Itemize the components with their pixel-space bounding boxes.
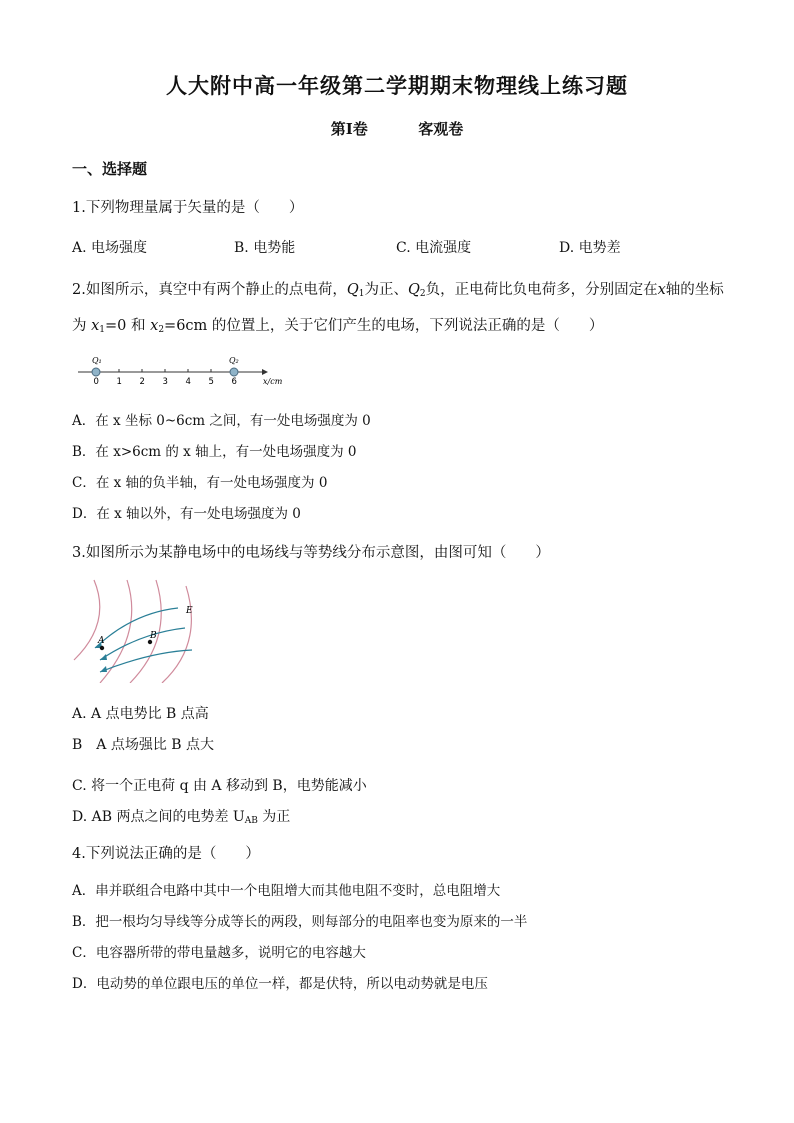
question-4-option-c: C．电容器所带的带电量越多，说明它的电容越大 [72, 945, 366, 961]
charge-q2-label: Q₂ [229, 356, 239, 365]
question-2-option-b: B．在 x>6cm 的 x 轴上，有一处电场强度为 0 [72, 444, 357, 460]
question-4-option-a: A．串并联组合电路中其中一个电阻增大而其他电阻不变时，总电阻增大 [72, 883, 501, 899]
question-2-option-a: A．在 x 坐标 0~6cm 之间，有一处电场强度为 0 [72, 413, 371, 429]
question-1-option-d: D. 电势差 [559, 240, 621, 256]
question-3-option-c: C. 将一个正电荷 q 由 A 移动到 B，电势能减小 [72, 778, 367, 794]
part-name: 客观卷 [418, 120, 464, 138]
label-e: E [186, 606, 193, 616]
question-4-stem: 4.下列说法正确的是（ ） [72, 846, 260, 862]
question-1-option-b: B. 电势能 [234, 240, 296, 256]
section-heading: 一、选择题 [72, 160, 148, 178]
question-3-stem: 3.如图所示为某静电场中的电场线与等势线分布示意图，由图可知（ ） [72, 545, 550, 561]
question-1-option-a: A. 电场强度 [72, 240, 148, 256]
question-2-option-d: D．在 x 轴以外，有一处电场强度为 0 [72, 506, 301, 522]
page-title: 人大附中高一年级第二学期期末物理线上练习题 [166, 74, 628, 98]
tick-label: 5 [208, 377, 214, 387]
question-2-option-c: C．在 x 轴的负半轴，有一处电场强度为 0 [72, 475, 328, 491]
point-a [100, 646, 104, 650]
tick-label: 1 [116, 377, 122, 387]
charge-q1-label: Q₁ [92, 356, 102, 365]
label-b: B [150, 631, 157, 641]
question-3-option-a: A. A 点电势比 B 点高 [72, 706, 209, 722]
part-label: 第Ⅰ卷 [330, 120, 368, 138]
question-2-stem-line-1: 2.如图所示，真空中有两个静止的点电荷，$Q_1$为正、$Q_2$负，正电荷比负电荷多，分别固定在x轴的坐标 [72, 282, 724, 299]
charge-q2 [230, 368, 238, 376]
tick-label: 4 [185, 377, 191, 387]
question-3-option-b: B A 点场强比 B 点大 [72, 737, 215, 753]
tick-label: 3 [162, 377, 168, 387]
question-1-option-c: C. 电流强度 [396, 240, 472, 256]
question-4-option-d: D．电动势的单位跟电压的单位一样，都是伏特，所以电动势就是电压 [72, 976, 488, 992]
tick-label: 0 [93, 377, 99, 387]
question-3-option-d: D. AB 两点之间的电势差 $U_{AB}$ 为正 [72, 809, 291, 826]
paper-part-heading [0, 118, 794, 139]
question-1-stem: 1.下列物理量属于矢量的是（ ） [72, 200, 304, 216]
question-2-stem-line-2: 为 $x_1=0$ 和 $x_2=6cm$ 的位置上，关于它们产生的电场，下列说法正确的是（ ） [72, 318, 604, 335]
label-a: A [98, 636, 105, 646]
tick-label: 6 [231, 377, 237, 387]
number-line-figure [76, 352, 290, 388]
axis-label: x/cm [263, 377, 283, 386]
question-4-option-b: B．把一根均匀导线等分成等长的两段，则每部分的电阻率也变为原来的一半 [72, 914, 528, 930]
field-lines-figure [70, 578, 200, 683]
charge-q1 [92, 368, 100, 376]
tick-label: 2 [139, 377, 145, 387]
